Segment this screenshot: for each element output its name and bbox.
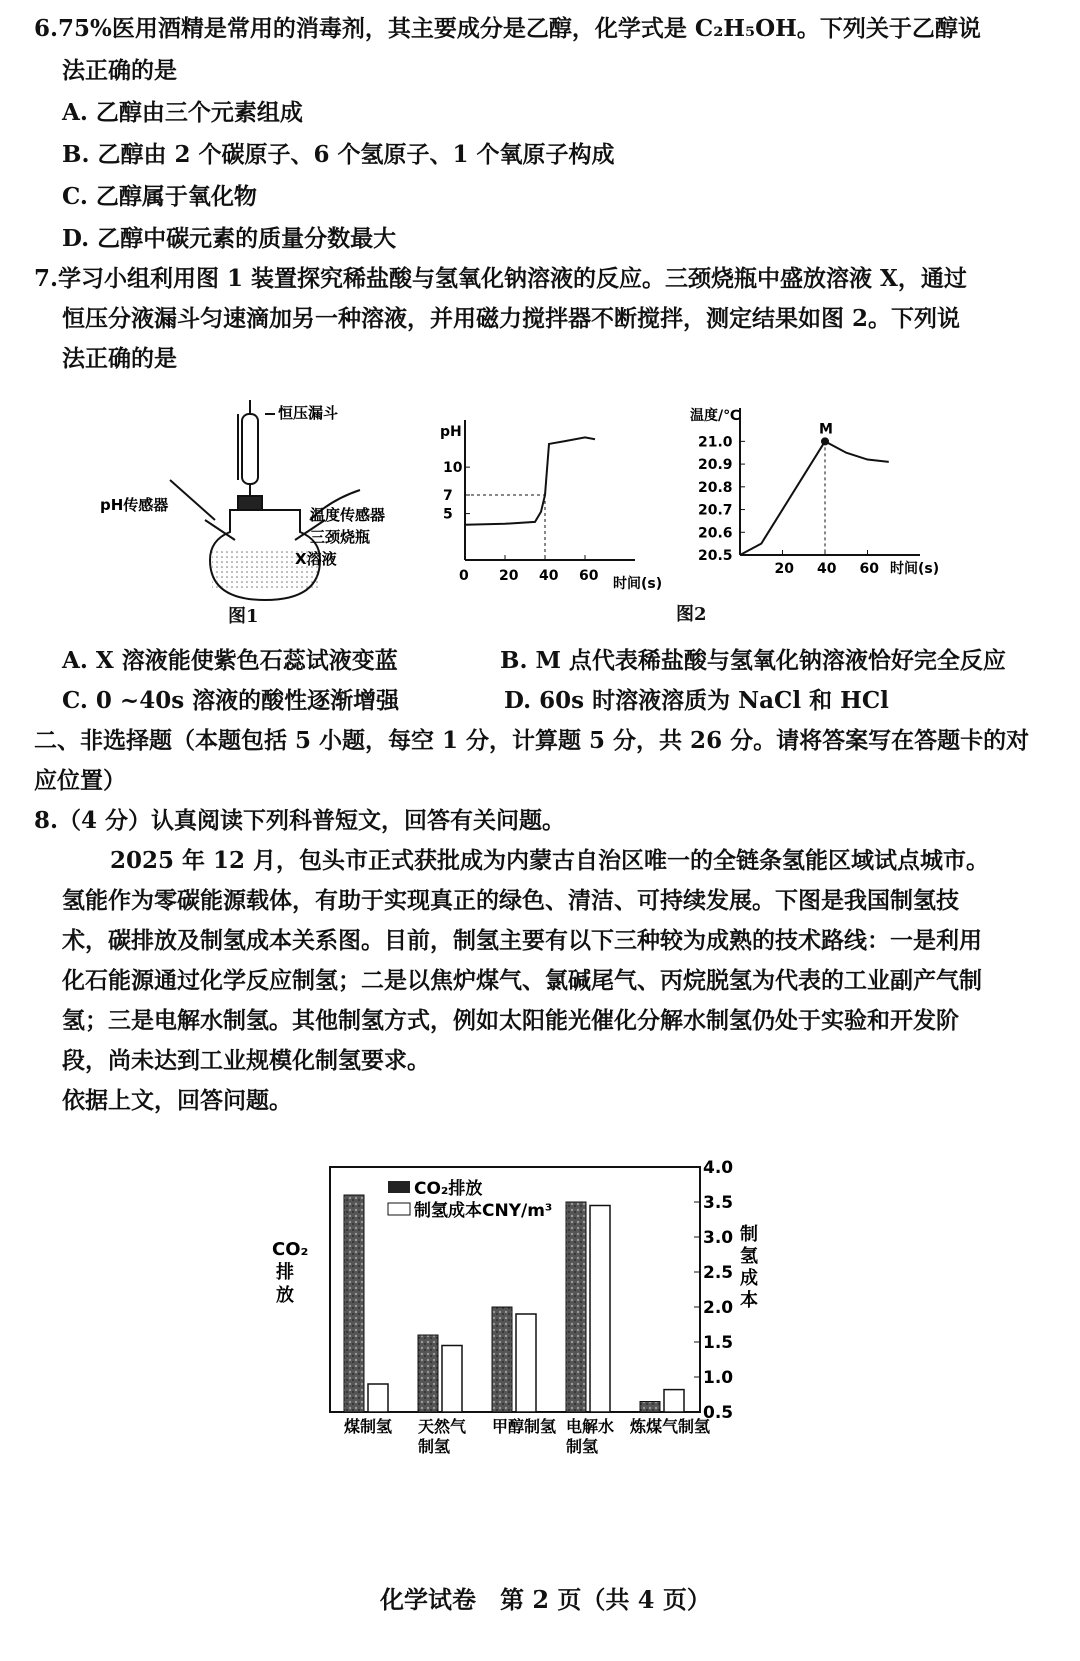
temp-y-tick-label: 21.0	[698, 434, 733, 451]
bar-right-tick-label: 2.5	[703, 1263, 734, 1283]
hydrogen-bar-chart	[270, 1160, 810, 1540]
legend-co2-swatch	[388, 1181, 410, 1193]
bar-right-tick-label: 0.5	[703, 1403, 734, 1423]
temp-x-label: 时间(s)	[890, 561, 940, 577]
q8-para-line6: 段，尚未达到工业规模化制氢要求。	[62, 1047, 430, 1074]
ph-chart	[430, 410, 680, 595]
temp-y-tick-label: 20.8	[698, 479, 733, 496]
bar-cost	[664, 1390, 684, 1412]
ph-x-tick-label: 60	[579, 568, 599, 584]
q6-option-b: B. 乙醇由 2 个碳原子、6 个氢原子、1 个氧原子构成	[62, 141, 615, 168]
q8-para-line5: 氢；三是电解水制氢。其他制氢方式，例如太阳能光催化分解水制氢仍处于实验和开发阶	[62, 1007, 959, 1034]
temp-x-tick-label: 40	[817, 561, 837, 577]
page-footer: 化学试卷 第 2 页（共 4 页）	[380, 1585, 711, 1614]
q7-option-a: A. X 溶液能使紫色石蕊试液变蓝	[62, 647, 398, 674]
bar-category-label: 制氢	[566, 1437, 599, 1456]
fig1-caption: 图1	[228, 606, 259, 627]
bar-right-label-char: 氢	[740, 1246, 758, 1267]
ph-y-tick-label: 5	[443, 506, 453, 523]
ph-x-tick-label: 40	[539, 568, 559, 584]
bar-category-label: 制氢	[418, 1437, 451, 1456]
temp-y-tick-label: 20.5	[698, 548, 733, 564]
q8-para-line1: 2025 年 12 月，包头市正式获批成为内蒙古自治区唯一的全链条氢能区域试点城市。	[110, 847, 990, 874]
q7-option-d: D. 60s 时溶液溶质为 NaCl 和 HCl	[504, 687, 889, 714]
bar-right-tick-label: 4.0	[703, 1160, 734, 1178]
bar-co2	[640, 1402, 660, 1413]
bar-co2	[344, 1195, 364, 1412]
bar-right-label-char: 本	[740, 1290, 758, 1311]
q8-para-line3: 术，碳排放及制氢成本关系图。目前，制氢主要有以下三种较为成熟的技术路线：一是利用	[62, 927, 982, 954]
q7-line3: 法正确的是	[62, 345, 177, 372]
bar-left-label-line3: 放	[276, 1285, 294, 1306]
temp-x-tick-label: 60	[859, 561, 879, 577]
q7-text1: 学习小组利用图 1 装置探究稀盐酸与氢氧化钠溶液的反应。三颈烧瓶中盛放溶液 X，通过	[58, 265, 967, 292]
q6-line1	[34, 14, 981, 44]
bar-cost	[368, 1384, 388, 1412]
ph-x-tick-label: 0	[459, 568, 469, 584]
bar-right-tick-label: 1.5	[703, 1333, 734, 1353]
q6-line2: 法正确的是	[62, 57, 177, 84]
ph-y-label: pH	[440, 424, 462, 440]
ph-curve	[465, 437, 595, 524]
q6-option-c: C. 乙醇属于氧化物	[62, 183, 257, 210]
bar-category-label: 电解水	[566, 1417, 615, 1436]
bar-category-label: 天然气	[418, 1417, 467, 1436]
bar-right-label-char: 制	[740, 1224, 758, 1245]
temp-chart	[690, 400, 980, 595]
q7-line1	[34, 264, 967, 294]
bar-left-label-line1: CO₂	[272, 1239, 309, 1260]
bar-category-label: 炼煤气制氢	[630, 1417, 711, 1436]
bar-right-tick-label: 2.0	[703, 1298, 734, 1318]
temp-y-tick-label: 20.7	[698, 502, 733, 519]
fig2-caption: 图2	[676, 604, 707, 625]
temp-y-tick-label: 20.6	[698, 525, 733, 542]
temp-y-tick-label: 20.9	[698, 457, 733, 474]
q7-option-b: B. M 点代表稀盐酸与氢氧化钠溶液恰好完全反应	[500, 647, 1006, 674]
bar-category-label: 甲醇制氢	[492, 1417, 557, 1436]
temp-curve	[740, 441, 889, 555]
fig1-label-ph-sensor: pH传感器	[100, 496, 169, 514]
q7-number: 7.	[34, 265, 59, 292]
ph-y-tick-label: 10	[443, 460, 463, 477]
legend-cost-swatch	[388, 1203, 410, 1215]
bar-right-tick-label: 1.0	[703, 1368, 734, 1388]
ph-x-label: 时间(s)	[613, 576, 663, 592]
bar-right-label-char: 成	[740, 1268, 758, 1289]
fig1-label-flask: 三颈烧瓶	[310, 528, 371, 546]
q7-line2: 恒压分液漏斗匀速滴加另一种溶液，并用磁力搅拌器不断搅拌，测定结果如图 2。下列说	[62, 305, 961, 332]
q6-option-d: D. 乙醇中碳元素的质量分数最大	[62, 225, 397, 252]
q6-text1: 75%医用酒精是常用的消毒剂，其主要成分是乙醇，化学式是 C₂H₅OH。下列关于乙醇说	[58, 15, 981, 42]
section2-line2: 应位置）	[34, 767, 126, 794]
q8-para-line4: 化石能源通过化学反应制氢；二是以焦炉煤气、氯碱尾气、丙烷脱氢为代表的工业副产气制	[62, 967, 982, 994]
bar-co2	[418, 1335, 438, 1412]
fig1-label-temp-sensor: 温度传感器	[310, 506, 386, 524]
bar-left-label-line2: 排	[276, 1262, 294, 1283]
q7-option-c: C. 0 ~40s 溶液的酸性逐渐增强	[62, 687, 400, 714]
temp-point-m-label: M	[819, 421, 833, 438]
fig1-label-x: X溶液	[295, 550, 337, 568]
bar-cost	[590, 1206, 610, 1413]
q8-para-line2: 氢能作为零碳能源载体，有助于实现真正的绿色、清洁、可持续发展。下图是我国制氢技	[62, 887, 959, 914]
q6-option-a: A. 乙醇由三个元素组成	[62, 99, 303, 126]
q8-header: 8.（4 分）认真阅读下列科普短文，回答有关问题。	[34, 807, 566, 834]
fig1-apparatus	[100, 400, 430, 610]
bar-cost	[442, 1346, 462, 1413]
bar-right-tick-label: 3.5	[703, 1193, 734, 1213]
section2-line1: 二、非选择题（本题包括 5 小题，每空 1 分，计算题 5 分，共 26 分。请将答案写在答题卡的对	[34, 727, 1030, 754]
temp-y-label: 温度/℃	[690, 408, 741, 424]
bar-cost	[516, 1314, 536, 1412]
q6-number: 6.	[34, 15, 59, 42]
legend-co2-label: CO₂排放	[414, 1179, 483, 1199]
bar-category-label: 煤制氢	[344, 1417, 393, 1436]
fig1-label-funnel: 恒压漏斗	[278, 404, 339, 422]
bar-right-tick-label: 3.0	[703, 1228, 734, 1248]
bar-co2	[566, 1202, 586, 1412]
q8-prompt: 依据上文，回答问题。	[62, 1087, 292, 1114]
ph-y-tick-label: 7	[443, 488, 453, 504]
bar-co2	[492, 1307, 512, 1412]
temp-x-tick-label: 20	[774, 561, 794, 577]
ph-x-tick-label: 20	[499, 568, 519, 584]
legend-cost-label: 制氢成本CNY/m³	[414, 1201, 553, 1221]
